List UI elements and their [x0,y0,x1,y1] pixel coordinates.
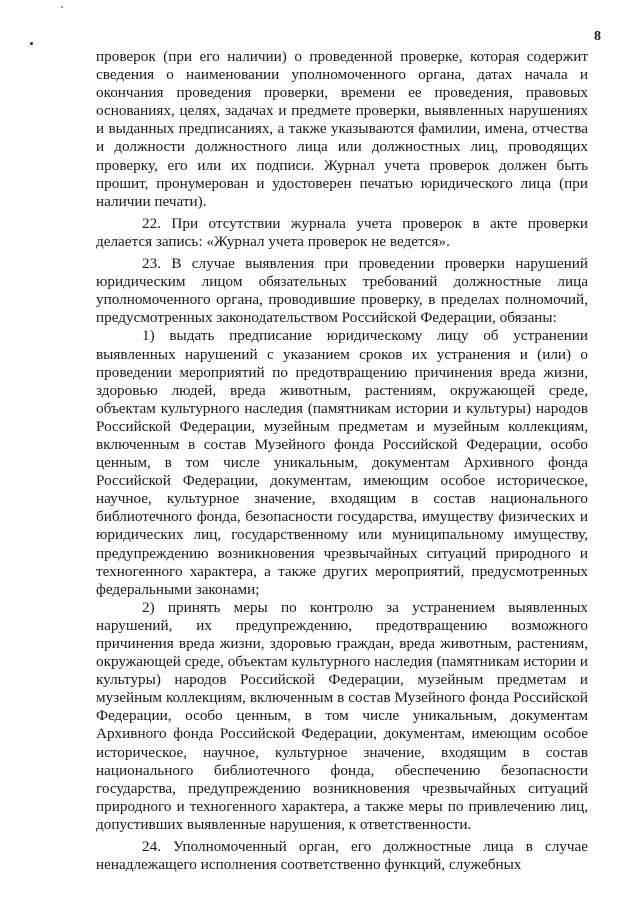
paragraph-23: 23. В случае выявления при проведении проверки нарушений юридическим лицом обязательных требований должностные лица уполномоченного органа, проводившие проверку, в пределах полномочий, предусмотренных законодательством Российской Федерации, обязаны: [96,255,588,327]
paragraph-23-item-2: 2) принять меры по контролю за устранением выявленных нарушений, их предупреждению, предотвращению возможного причинения вреда жизни, здоровью граждан, вреда животным, растениям, окружающей среде, объектам культурного наследия (памятникам истории и культуры) народов Российской Федерации, музейным предметам и музейным коллекциям, включенным в состав Музейного фонда Российской Федерации, особо ценным, в том числе уникальным, документам Архивного фонда Российской Федерации, документам, имеющим особое историческое, научное, культурное значение, входящим в состав национального библиотечного фонда, обеспечению безопасности государства, предупреждению возникновения чрезвычайных ситуаций природного и техногенного характера, а также меры по привлечению лиц, допустивших выявленные нарушения, к ответственности. [96,598,588,833]
scan-speck [30,42,33,45]
document-body [96,48,588,874]
page-number: 8 [594,29,601,44]
scan-speck [61,6,63,8]
paragraph-continuation: проверок (при его наличии) о проведенной проверке, которая содержит сведения о наименовании уполномоченного органа, датах начала и окончания проведения проверки, времени ее проведения, правовых основаниях, целях, задачах и предмете проверки, выявленных нарушениях и выданных предписаниях, а также указываются фамилии, имена, отчества и должности должностного лица или должностных лиц, проводящих проверку, его или их подписи. Журнал учета проверок должен быть прошит, пронумерован и удостоверен печатью юридического лица (при наличии печати). [96,48,588,210]
paragraph-22: 22. При отсутствии журнала учета проверок в акте проверки делается запись: «Журнал учета проверок не ведется». [96,214,588,250]
paragraph-24: 24. Уполномоченный орган, его должностные лица в случае ненадлежащего исполнения соответственно функций, служебных [96,838,588,874]
paragraph-23-item-1: 1) выдать предписание юридическому лицу об устранении выявленных нарушений с указанием сроков их устранения и (или) о проведении мероприятий по предотвращению причинения вреда жизни, здоровью людей, вреда животным, растениям, окружающей среде, объектам культурного наследия (памятникам истории и культуры) народов Российской Федерации, музейным предметам и музейным коллекциям, включенным в состав Музейного фонда Российской Федерации, особо ценным, в том числе уникальным, документам Архивного фонда Российской Федерации, документам, имеющим особое историческое, научное, культурное значение, входящим в состав национального библиотечного фонда, безопасности государства, имуществу физических и юридических лиц, государственному или муниципальному имуществу, предупреждению возникновения чрезвычайных ситуаций природного и техногенного характера, а также других мероприятий, предусмотренных федеральными законами; [96,327,588,598]
